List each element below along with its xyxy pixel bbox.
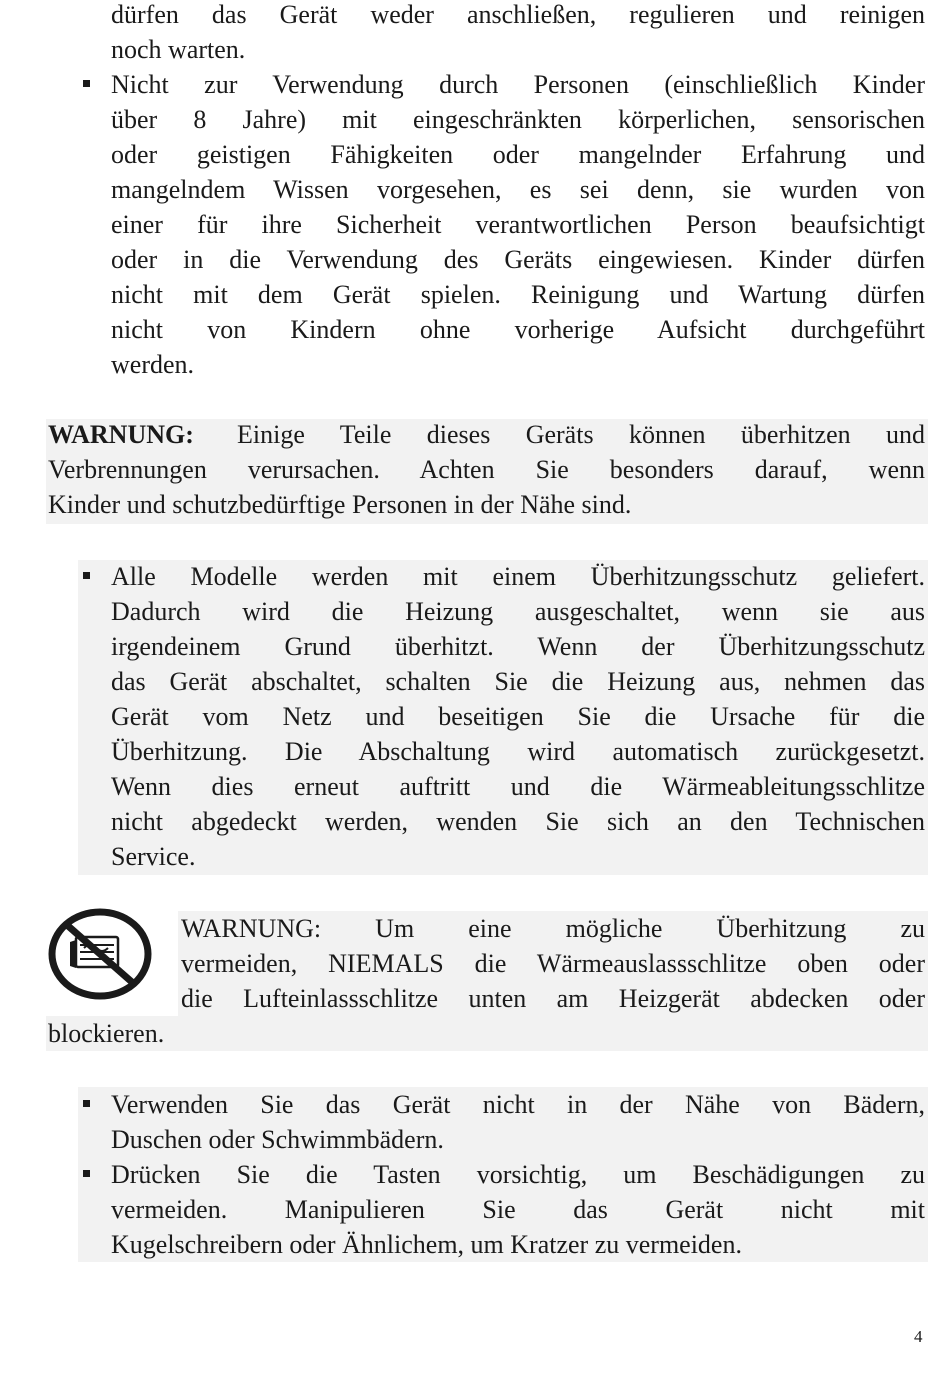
text-line: nicht mit dem Gerät spielen. Reinigung und Wartung dürfen xyxy=(111,280,925,309)
text-line: mangelndem Wissen vorgesehen, es sei denn, sie wurden von xyxy=(111,175,925,204)
text-line: Wenn dies erneut auftritt und die Wärmeableitungsschlitze xyxy=(111,772,925,801)
text-line: Kugelschreibern oder Ähnlichem, um Kratzer zu vermeiden. xyxy=(111,1230,742,1259)
text-line: nicht von Kindern ohne vorherige Aufsicht durchgeführt xyxy=(111,315,925,344)
warning-label: WARNUNG: xyxy=(48,420,194,449)
bullet-icon xyxy=(83,572,90,579)
text-line: Kinder und schutzbedürftige Personen in der Nähe sind. xyxy=(48,490,632,519)
text-line: nicht abgedeckt werden, wenden Sie sich an den Technischen xyxy=(111,807,925,836)
text-line: Alle Modelle werden mit einem Überhitzungsschutz geliefert. xyxy=(111,562,925,591)
text-line: das Gerät abschaltet, schalten Sie die Heizung aus, nehmen das xyxy=(111,667,925,696)
text-line: Duschen oder Schwimmbädern. xyxy=(111,1125,444,1154)
do-not-cover-icon xyxy=(46,906,154,1002)
text-line: vermeiden. Manipulieren Sie das Gerät nicht mit xyxy=(111,1195,925,1224)
text-line: WARNUNG: Um eine mögliche Überhitzung zu xyxy=(181,914,925,943)
text-line: Verbrennungen verursachen. Achten Sie besonders darauf, wenn xyxy=(48,455,925,484)
text-line: Drücken Sie die Tasten vorsichtig, um Beschädigungen zu xyxy=(111,1160,925,1189)
text-line: über 8 Jahre) mit eingeschränkten körperlichen, sensorischen xyxy=(111,105,925,134)
text-line: blockieren. xyxy=(48,1019,165,1048)
page-number: 4 xyxy=(914,1327,923,1346)
bullet-icon xyxy=(83,1170,90,1177)
text-line: Überhitzung. Die Abschaltung wird automatisch zurückgesetzt. xyxy=(111,737,925,766)
text-line: Verwenden Sie das Gerät nicht in der Nähe von Bädern, xyxy=(111,1090,925,1119)
warning-text: Einige Teile dieses Geräts können überhitzen und xyxy=(237,420,925,449)
text-line: oder geistigen Fähigkeiten oder mangelnder Erfahrung und xyxy=(111,140,925,169)
bullet-icon xyxy=(83,80,90,87)
text-line: die Lufteinlassschlitze unten am Heizgerät abdecken oder xyxy=(181,984,925,1013)
text-line: Nicht zur Verwendung durch Personen (einschließlich Kinder xyxy=(111,70,925,99)
text-line: einer für ihre Sicherheit verantwortlichen Person beaufsichtigt xyxy=(111,210,925,239)
text-line: Service. xyxy=(111,842,196,871)
text-line xyxy=(48,417,925,452)
text-line: dürfen das Gerät weder anschließen, regulieren und reinigen xyxy=(111,0,925,29)
warning-cover-shade-bottom xyxy=(46,1016,928,1051)
text-line: noch warten. xyxy=(111,35,246,64)
text-line: irgendeinem Grund überhitzt. Wenn der Überhitzungsschutz xyxy=(111,632,925,661)
bullet-icon xyxy=(83,1100,90,1107)
text-line: Gerät vom Netz und beseitigen Sie die Ursache für die xyxy=(111,702,925,731)
text-line: werden. xyxy=(111,350,195,379)
text-line: vermeiden, NIEMALS die Wärmeauslassschlitze oben oder xyxy=(181,949,925,978)
text-line: oder in die Verwendung des Geräts eingewiesen. Kinder dürfen xyxy=(111,245,925,274)
text-line: Dadurch wird die Heizung ausgeschaltet, wenn sie aus xyxy=(111,597,925,626)
